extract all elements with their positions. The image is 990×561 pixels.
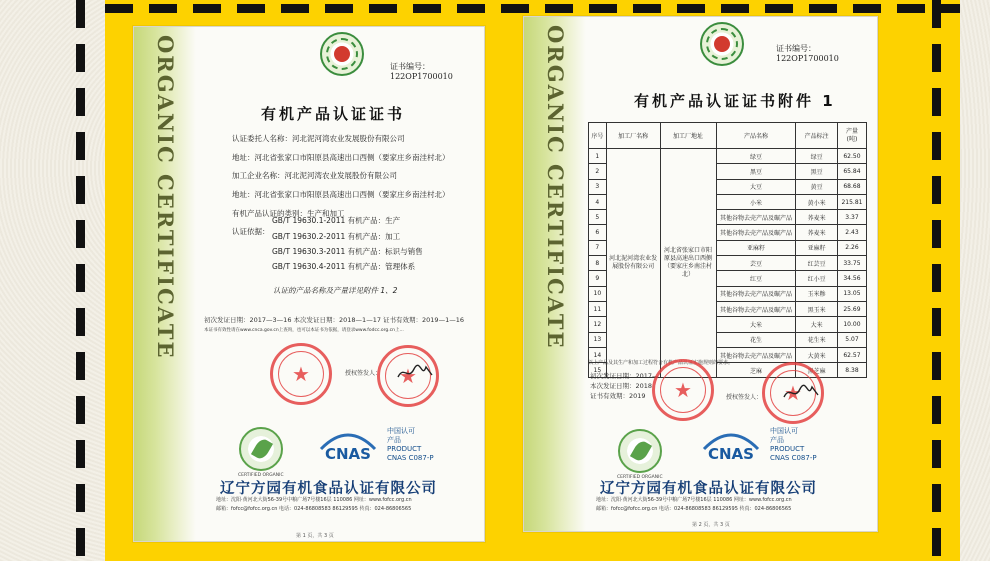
- cell-product-label: 黑芝麻: [796, 363, 837, 378]
- col-factory-name: 加工厂名称: [606, 123, 660, 149]
- line-category: 有机产品认证的类别：生产和加工: [232, 209, 345, 218]
- badge-caption: CERTIFIED ORGANIC: [617, 475, 663, 480]
- certified-organic-badge-icon: [618, 429, 662, 473]
- cell-seq: 15: [589, 363, 607, 378]
- cell-product-name: 大米: [716, 317, 796, 332]
- cell-seq: 2: [589, 164, 607, 179]
- cell-product-name: 亚麻籽: [716, 240, 796, 255]
- cell-seq: 14: [589, 347, 607, 362]
- cnas-text-1: 中国认可: [770, 427, 798, 435]
- cell-product-label: 红芸豆: [796, 256, 837, 271]
- cnas-logo-icon: [317, 427, 379, 467]
- cell-output: 10.00: [837, 317, 866, 332]
- certificate-number: 证书编号：122OP1700010: [390, 62, 453, 81]
- issuer-address: 地址：沈阳·黄河北大街56-39号中粮广场7号楼16层 110086 网址：www.fofcc.org.cn: [216, 497, 412, 503]
- cell-product-name: 芸豆: [716, 256, 796, 271]
- cnas-text-2: 产品: [770, 436, 784, 444]
- cell-factory-address: 河北省张家口市阳原县高速出口西侧（要家庄乡南洼村北）: [660, 149, 716, 378]
- badge-caption: CERTIFIED ORGANIC: [238, 473, 284, 478]
- cell-output: 65.84: [837, 164, 866, 179]
- issuer-company: 辽宁方园有机食品认证有限公司: [220, 481, 437, 497]
- signature: [782, 381, 822, 405]
- cell-product-label: 荞麦米: [796, 210, 837, 225]
- line-address-2: 地址：河北省张家口市阳原县高速出口西侧（要家庄乡南洼村北）: [232, 190, 450, 199]
- cell-output: 13.05: [837, 286, 866, 301]
- stamp-certifier: ★: [762, 362, 824, 424]
- cell-seq: 11: [589, 301, 607, 316]
- cell-product-label: 黑豆: [796, 164, 837, 179]
- cell-seq: 9: [589, 271, 607, 286]
- svg-text:CNAS: CNAS: [325, 445, 371, 463]
- dashed-border-top: [105, 4, 960, 13]
- dates-line-1: 初次发证日期：2017—: [590, 372, 659, 380]
- cell-output: 33.75: [837, 256, 866, 271]
- cell-seq: 4: [589, 194, 607, 209]
- col-product-name: 产品名称: [716, 123, 796, 149]
- cell-factory-name: 河北泥河湾农业发展股份有限公司: [606, 149, 660, 378]
- cnas-text-4: CNAS C087-P: [387, 454, 434, 462]
- stamp-association: ★: [652, 359, 714, 421]
- dates-line-3: 证书有效期：2019: [590, 392, 646, 400]
- page-number: 第 1 页，共 3 页: [296, 533, 334, 539]
- cell-product-label: 绿豆: [796, 149, 837, 164]
- cell-output: 62.57: [837, 347, 866, 362]
- cell-product-label: 亚麻籽: [796, 240, 837, 255]
- cell-seq: 13: [589, 332, 607, 347]
- side-text: ORGANIC CERTIFICATE: [153, 35, 178, 360]
- page-number: 第 2 页，共 3 页: [692, 522, 730, 528]
- issuer-company: 辽宁方园有机食品认证有限公司: [600, 481, 817, 497]
- cell-seq: 10: [589, 286, 607, 301]
- dashed-border-right: [932, 0, 941, 561]
- cell-seq: 7: [589, 240, 607, 255]
- std-2: GB/T 19630.2-2011 有机产品：加工: [272, 232, 401, 241]
- table-row: [589, 149, 867, 164]
- line-processor: 加工企业名称：河北泥河湾农业发展股份有限公司: [232, 171, 397, 180]
- cnas-text-4: CNAS C087-P: [770, 454, 817, 462]
- line-basis: 认证依据：: [232, 227, 270, 236]
- cell-product-label: 大米: [796, 317, 837, 332]
- cell-product-name: 花生: [716, 332, 796, 347]
- cell-output: 2.26: [837, 240, 866, 255]
- issue-dates: 初次发证日期：2017—3—16 本次发证日期：2018—1—17 证书有效期：2019—1—16: [204, 316, 464, 324]
- col-output: 产量 (吨): [837, 123, 866, 149]
- dashed-border-left: [76, 0, 85, 561]
- certificate-page-2: [523, 16, 878, 532]
- signature-label: 授权签发人：: [726, 394, 763, 401]
- cell-product-name: 其他谷物去壳产品及碾产品: [716, 347, 796, 362]
- std-4: GB/T 19630.4-2011 有机产品：管理体系: [272, 262, 416, 271]
- line-client: 认证委托人名称：河北泥河湾农业发展股份有限公司: [232, 134, 405, 143]
- cell-product-name: 其他谷物去壳产品及碾产品: [716, 301, 796, 316]
- organic-logo-icon: [320, 32, 364, 76]
- dates-line-2: 本次发证日期：2018: [590, 382, 653, 390]
- cell-output: 68.68: [837, 179, 866, 194]
- issuer-contact: 邮箱：fofcc@fofcc.org.cn 电话：024-86808583 86129595 传真：024-86806565: [596, 506, 792, 512]
- col-factory-address: 加工厂地址: [660, 123, 716, 149]
- certified-organic-badge-icon: [239, 427, 283, 471]
- certificate-number: 证书编号：122OP1700010: [776, 44, 839, 63]
- cnas-text-3: PRODUCT: [387, 445, 422, 453]
- cell-seq: 8: [589, 256, 607, 271]
- verification-note: 本证书有效性请在www.cnca.gov.cn上查询，也可以本证书为依据，请登录www.fodcc.org.cn上...: [204, 328, 404, 333]
- cell-seq: 3: [589, 179, 607, 194]
- cell-product-name: 红豆: [716, 271, 796, 286]
- scope-note: 认证的产品名称及产量详见附件 1、2: [273, 286, 398, 295]
- line-address-1: 地址：河北省张家口市阳原县高速出口西侧（要家庄乡南洼村北）: [232, 153, 450, 162]
- cnas-text-3: PRODUCT: [770, 445, 805, 453]
- cell-output: 62.50: [837, 149, 866, 164]
- cell-seq: 5: [589, 210, 607, 225]
- cell-product-label: 花生米: [796, 332, 837, 347]
- cell-product-label: 大黄米: [796, 347, 837, 362]
- certificate-title: 有机产品认证证书附件 1: [634, 92, 836, 110]
- cell-output: 2.43: [837, 225, 866, 240]
- cell-output: 8.38: [837, 363, 866, 378]
- cell-seq: 6: [589, 225, 607, 240]
- col-seq: 序号: [589, 123, 607, 149]
- cell-product-name: 其他谷物去壳产品及碾产品: [716, 210, 796, 225]
- attachment-table: [588, 122, 867, 378]
- cell-product-label: 黄豆: [796, 179, 837, 194]
- cell-output: 25.69: [837, 301, 866, 316]
- side-text: ORGANIC CERTIFICATE: [543, 25, 568, 350]
- cell-product-name: 芝麻: [716, 363, 796, 378]
- table-footnote: 以上产品及其生产和加工过程符合有机产品认证实施规则的要求。: [588, 360, 734, 366]
- issuer-address: 地址：沈阳·黄河北大街56-39号中粮广场7号楼16层 110086 网址：www.fofcc.org.cn: [596, 497, 792, 503]
- cell-product-label: 荞麦米: [796, 225, 837, 240]
- cell-seq: 12: [589, 317, 607, 332]
- cell-output: 215.81: [837, 194, 866, 209]
- cell-product-name: 小米: [716, 194, 796, 209]
- cell-product-label: 玉米糁: [796, 286, 837, 301]
- cell-product-label: 黄小米: [796, 194, 837, 209]
- organic-logo-icon: [700, 22, 744, 66]
- certificate-title: 有机产品认证证书: [261, 105, 406, 123]
- signature-label: 授权签发人：: [345, 370, 382, 377]
- std-3: GB/T 19630.3-2011 有机产品：标识与销售: [272, 247, 423, 256]
- cell-output: 3.37: [837, 210, 866, 225]
- table-header-row: [589, 123, 867, 149]
- cell-seq: 1: [589, 149, 607, 164]
- stamp-association: ★: [270, 343, 332, 405]
- issuer-contact: 邮箱：fofcc@fofcc.org.cn 电话：024-86808583 86129595 传真：024-86806565: [216, 506, 412, 512]
- cnas-text-2: 产品: [387, 436, 401, 444]
- col-product-label: 产品标注: [796, 123, 837, 149]
- cnas-logo-icon: [700, 427, 762, 467]
- cnas-text-1: 中国认可: [387, 427, 415, 435]
- cell-product-name: 其他谷物去壳产品及碾产品: [716, 225, 796, 240]
- cell-product-label: 红小豆: [796, 271, 837, 286]
- certificate-page-1: [133, 26, 485, 542]
- cell-product-name: 绿豆: [716, 149, 796, 164]
- cell-product-name: 其他谷物去壳产品及碾产品: [716, 286, 796, 301]
- cell-output: 5.07: [837, 332, 866, 347]
- stamp-certifier: ★: [377, 345, 439, 407]
- signature: [396, 361, 436, 385]
- cell-product-label: 黑玉米: [796, 301, 837, 316]
- cell-product-name: 大豆: [716, 179, 796, 194]
- cell-product-name: 黑豆: [716, 164, 796, 179]
- cell-output: 34.56: [837, 271, 866, 286]
- svg-text:CNAS: CNAS: [708, 445, 754, 463]
- std-1: GB/T 19630.1-2011 有机产品：生产: [272, 216, 401, 225]
